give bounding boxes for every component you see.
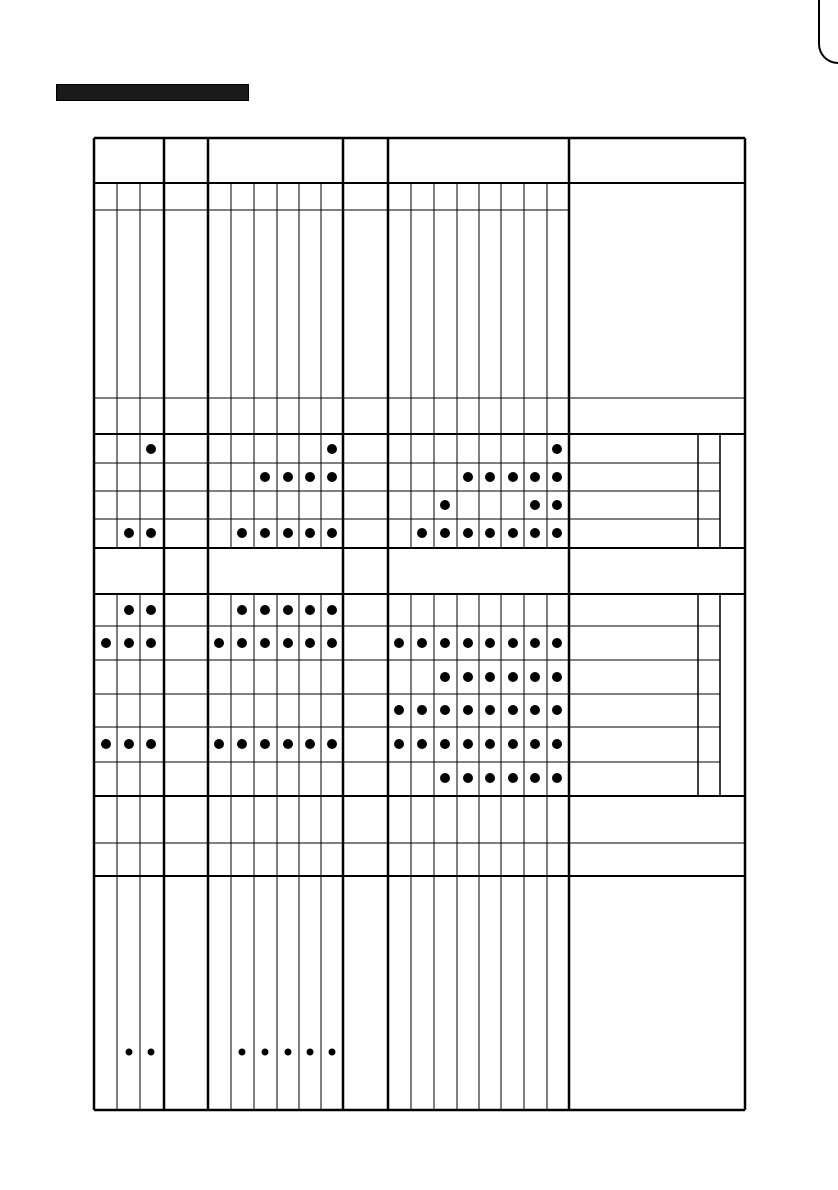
connection-dot bbox=[394, 739, 404, 749]
connection-dot bbox=[463, 705, 473, 715]
connection-dot bbox=[329, 1049, 336, 1056]
connection-dot bbox=[552, 472, 562, 482]
connection-dot bbox=[530, 739, 540, 749]
connection-dot bbox=[305, 739, 315, 749]
connection-dot bbox=[283, 638, 293, 648]
connection-dot bbox=[463, 528, 473, 538]
connection-dot bbox=[327, 528, 337, 538]
connection-dot bbox=[260, 472, 270, 482]
connection-dot bbox=[327, 605, 337, 615]
connection-dot bbox=[237, 605, 247, 615]
connection-dot bbox=[440, 739, 450, 749]
connection-dot bbox=[508, 528, 518, 538]
connection-dot bbox=[552, 773, 562, 783]
connection-dot bbox=[146, 444, 156, 454]
connection-dot bbox=[552, 528, 562, 538]
connection-dot bbox=[440, 705, 450, 715]
connection-dot bbox=[485, 472, 495, 482]
connection-dot bbox=[485, 672, 495, 682]
connection-dot bbox=[463, 739, 473, 749]
connection-dot bbox=[146, 605, 156, 615]
connection-dot bbox=[283, 605, 293, 615]
connection-dot bbox=[485, 739, 495, 749]
connection-dot bbox=[485, 528, 495, 538]
connection-dot bbox=[237, 528, 247, 538]
connection-dot bbox=[417, 705, 427, 715]
connection-dot bbox=[283, 528, 293, 538]
connection-dot bbox=[485, 705, 495, 715]
connection-dot bbox=[237, 638, 247, 648]
connection-dot bbox=[530, 672, 540, 682]
connection-dot bbox=[262, 1049, 269, 1056]
connection-dot bbox=[305, 605, 315, 615]
connection-dot bbox=[417, 739, 427, 749]
connection-dot bbox=[552, 444, 562, 454]
connection-dot bbox=[126, 1049, 133, 1056]
connection-dot bbox=[440, 500, 450, 510]
connection-dot bbox=[463, 638, 473, 648]
connection-dot bbox=[394, 638, 404, 648]
connection-dot bbox=[124, 605, 134, 615]
connection-dot bbox=[508, 472, 518, 482]
connection-dot bbox=[124, 528, 134, 538]
connection-dot bbox=[327, 638, 337, 648]
connection-dot bbox=[124, 739, 134, 749]
connection-dot bbox=[530, 500, 540, 510]
connection-dot bbox=[124, 638, 134, 648]
connection-dot bbox=[552, 739, 562, 749]
connection-dot bbox=[327, 444, 337, 454]
connection-dot bbox=[417, 638, 427, 648]
connection-dot bbox=[214, 638, 224, 648]
connection-dot bbox=[508, 672, 518, 682]
connection-dot bbox=[440, 672, 450, 682]
connection-dot bbox=[440, 638, 450, 648]
connection-dot bbox=[305, 638, 315, 648]
connection-dot bbox=[530, 773, 540, 783]
connection-dot bbox=[530, 528, 540, 538]
connection-dot bbox=[239, 1049, 246, 1056]
connection-dot bbox=[440, 528, 450, 538]
connection-dot bbox=[530, 705, 540, 715]
connection-dot bbox=[552, 705, 562, 715]
connection-dot bbox=[327, 739, 337, 749]
connection-dot bbox=[260, 638, 270, 648]
connection-dot bbox=[508, 638, 518, 648]
connection-dot bbox=[260, 605, 270, 615]
connection-dot bbox=[530, 472, 540, 482]
connection-dot bbox=[508, 705, 518, 715]
connection-dot bbox=[485, 773, 495, 783]
connection-dot bbox=[552, 500, 562, 510]
connection-dot bbox=[101, 739, 111, 749]
connection-dot bbox=[148, 1049, 155, 1056]
connection-dot bbox=[285, 1049, 292, 1056]
connection-dot bbox=[101, 638, 111, 648]
connection-dot bbox=[260, 528, 270, 538]
connection-dot bbox=[260, 739, 270, 749]
connection-dot bbox=[146, 638, 156, 648]
connection-dot bbox=[214, 739, 224, 749]
connection-dot bbox=[417, 528, 427, 538]
connection-dot bbox=[394, 705, 404, 715]
connection-dot bbox=[463, 773, 473, 783]
connection-dot bbox=[440, 773, 450, 783]
connection-dot bbox=[283, 472, 293, 482]
connection-dot bbox=[463, 672, 473, 682]
connection-dot bbox=[146, 528, 156, 538]
connection-dot bbox=[327, 472, 337, 482]
connection-dot bbox=[463, 472, 473, 482]
connection-dot bbox=[530, 638, 540, 648]
connection-dot bbox=[485, 638, 495, 648]
connection-dot bbox=[552, 672, 562, 682]
connection-dot bbox=[237, 739, 247, 749]
connection-dot bbox=[508, 773, 518, 783]
connection-dot bbox=[508, 739, 518, 749]
connection-dot bbox=[552, 638, 562, 648]
connection-dot bbox=[305, 472, 315, 482]
connection-dot bbox=[146, 739, 156, 749]
connection-dot bbox=[305, 528, 315, 538]
connection-dot bbox=[283, 739, 293, 749]
connection-dot bbox=[307, 1049, 314, 1056]
